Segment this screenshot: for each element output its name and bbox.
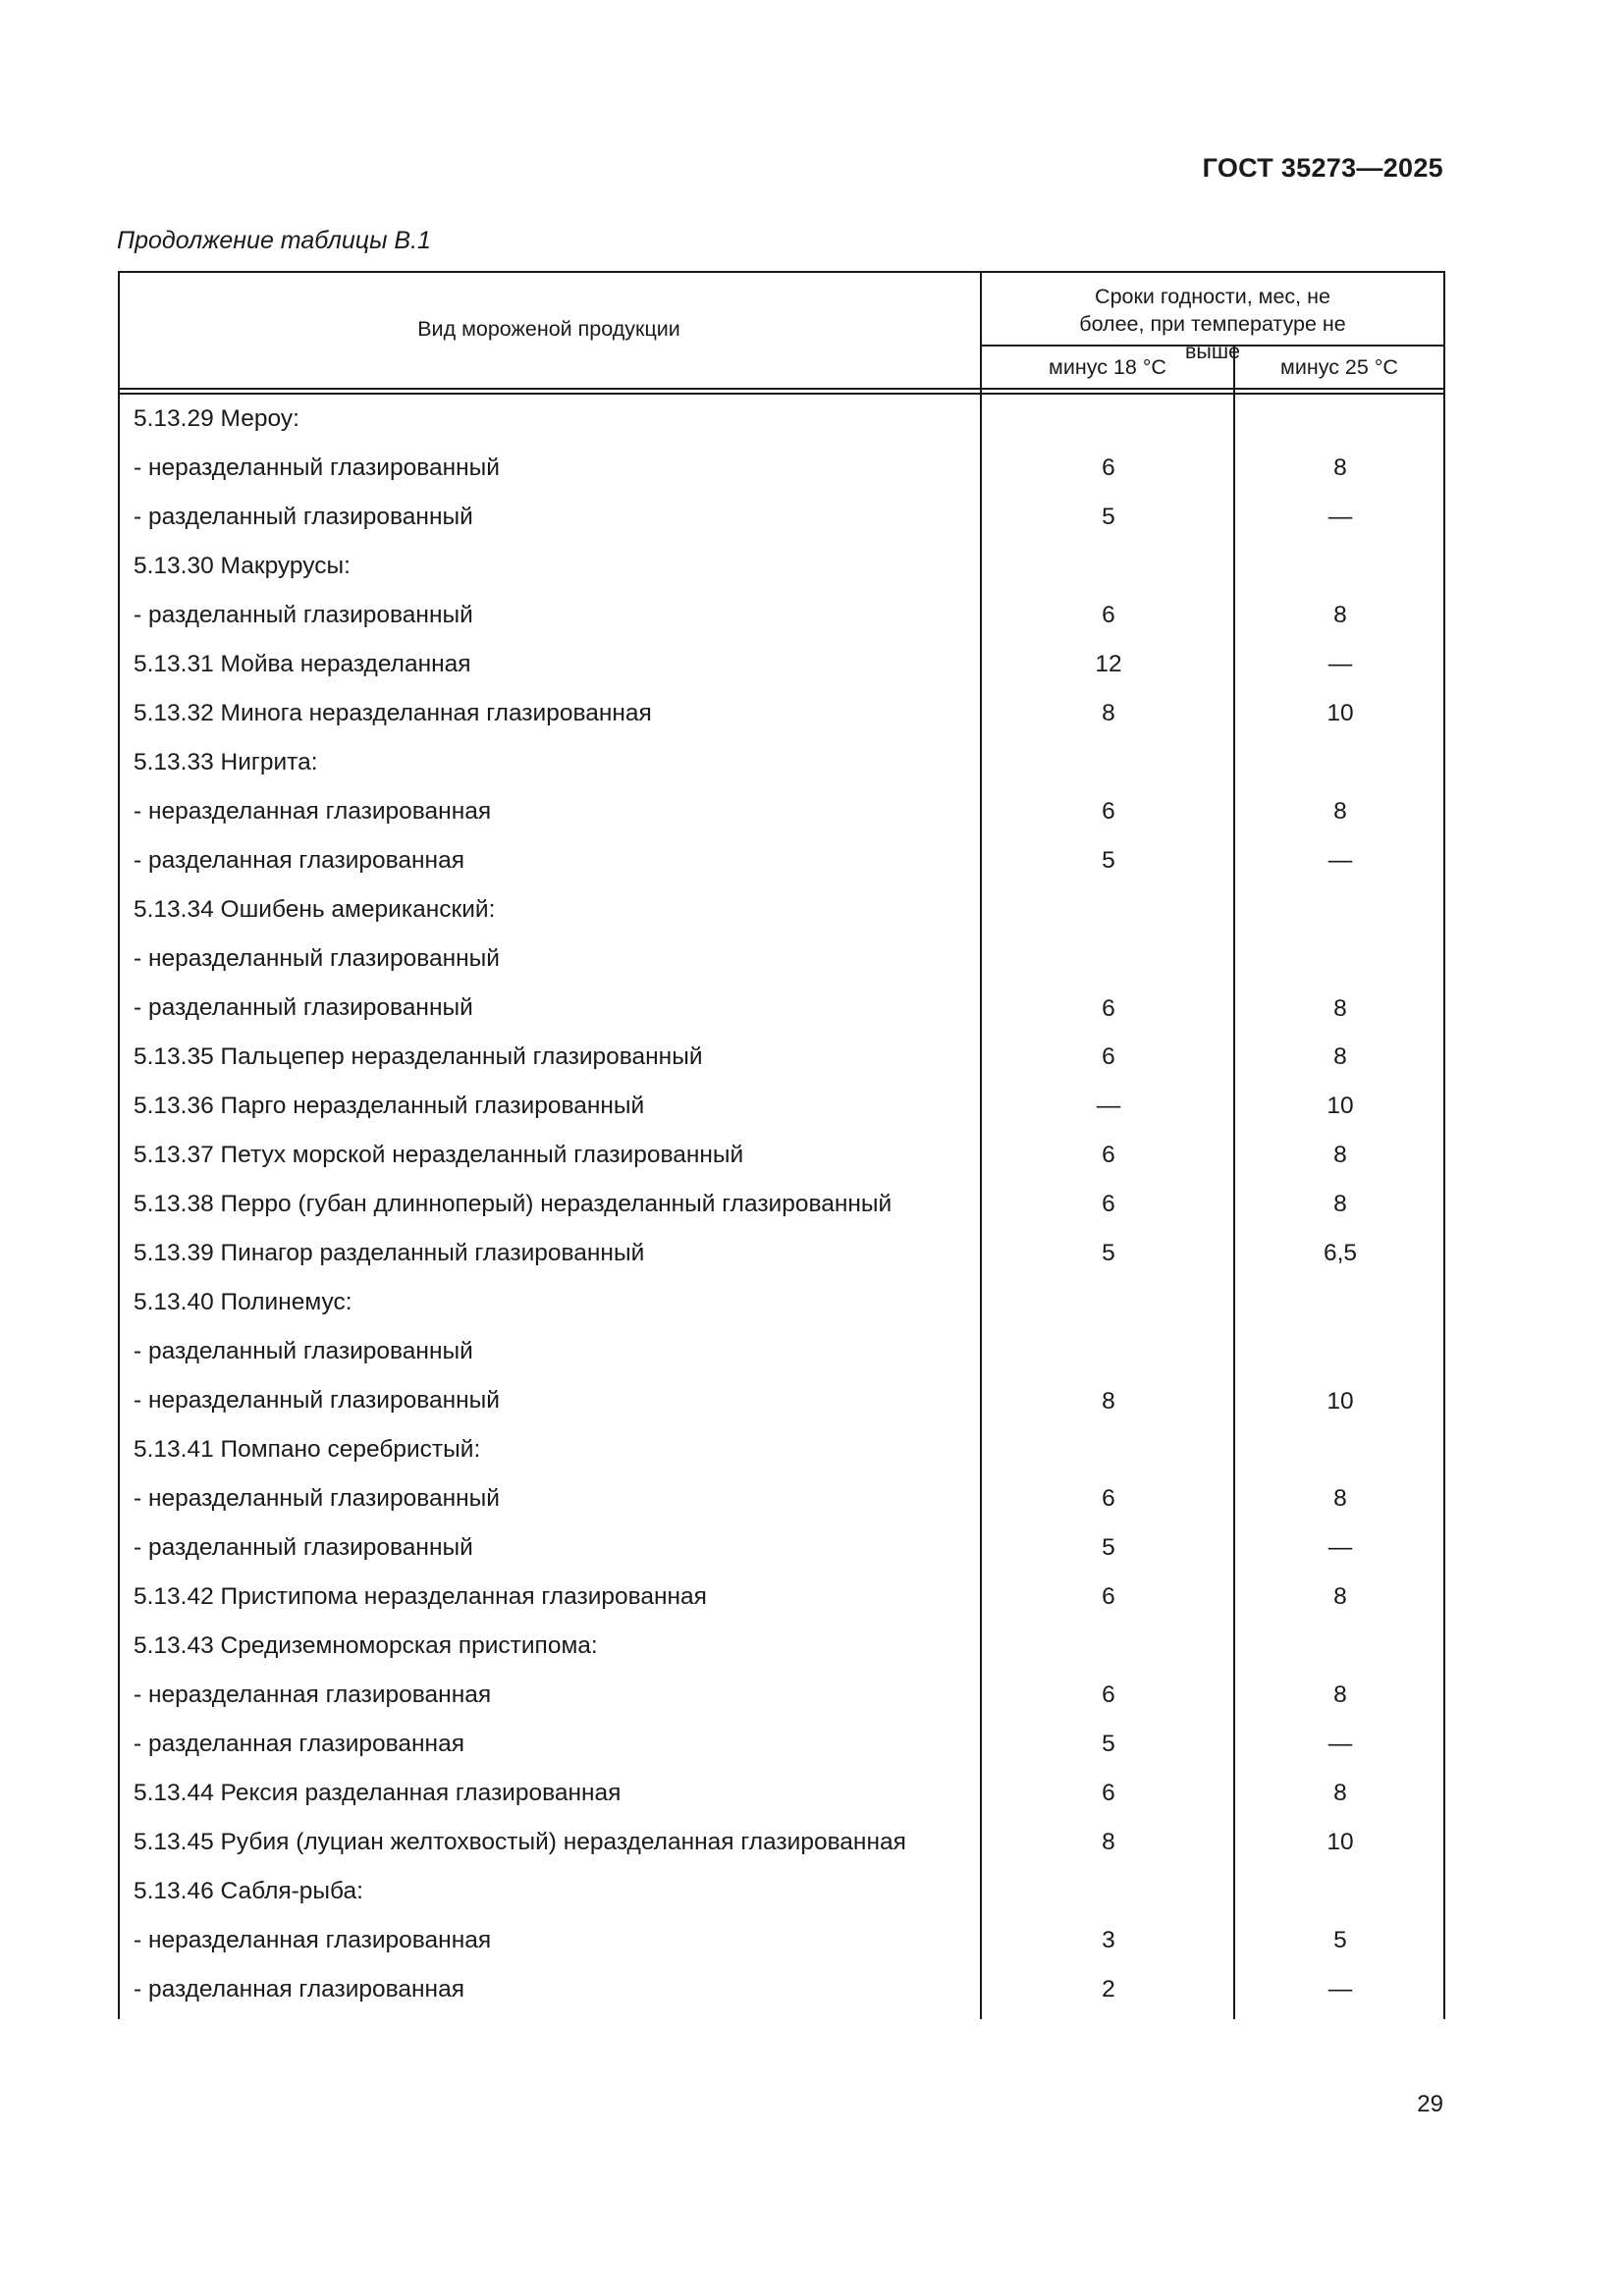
minus18-cell: 5: [1102, 1731, 1115, 1757]
minus25-cell: —: [1327, 1976, 1353, 2002]
table-row: [118, 1573, 1443, 1622]
table-row: [118, 934, 1443, 984]
table-row: [118, 1720, 1443, 1769]
minus18-cell: 5: [1102, 847, 1115, 874]
product-name-cell: 5.13.42 Пристипома неразделанная глазированная: [134, 1583, 707, 1610]
table-row: [118, 1278, 1443, 1327]
table-row: [118, 1523, 1443, 1573]
minus25-cell: 6,5: [1323, 1240, 1358, 1266]
merged-value-m18: 8: [1102, 1388, 1115, 1415]
merged-value-m25: 8: [1333, 995, 1347, 1022]
product-name-cell: - неразделанный глазированный: [134, 945, 500, 972]
minus18-cell: 6: [1102, 1485, 1115, 1512]
minus18-cell: 6: [1102, 1682, 1115, 1708]
header-minus25: минус 25 °С: [1280, 355, 1398, 379]
minus18-cell: —: [1096, 1093, 1121, 1119]
product-name-cell: 5.13.31 Мойва неразделанная: [134, 651, 471, 677]
table-row: [118, 1033, 1443, 1082]
minus25-cell: 10: [1326, 700, 1354, 726]
minus18-cell: [982, 542, 1235, 591]
minus25-cell: —: [1327, 651, 1353, 677]
header-product-type: Вид мороженой продукции: [417, 317, 680, 341]
product-name-cell: - разделанная глазированная: [134, 1976, 464, 2002]
product-name-cell: 5.13.34 Ошибень американский:: [134, 896, 496, 923]
minus18-cell: [982, 395, 1235, 444]
table-row: [118, 640, 1443, 689]
minus25-cell: [1235, 395, 1445, 444]
table-row: [118, 1622, 1443, 1671]
minus25-cell: [1235, 738, 1445, 787]
table-row: [118, 1867, 1443, 1916]
table-row: [118, 689, 1443, 738]
table-row: [118, 1818, 1443, 1867]
header-bottom-line-1: [118, 388, 1445, 390]
minus25-cell: 8: [1333, 1682, 1347, 1708]
table-row: [118, 1327, 1443, 1376]
merged-value-m18: 6: [1102, 995, 1115, 1022]
minus25-cell: [1235, 1425, 1445, 1474]
minus25-cell: 10: [1326, 1093, 1354, 1119]
minus18-cell: 6: [1102, 454, 1115, 481]
product-name-cell: - разделанная глазированная: [134, 847, 464, 874]
minus18-cell: 3: [1102, 1927, 1115, 1953]
product-name-cell: - неразделанная глазированная: [134, 798, 492, 825]
table-row: [118, 591, 1443, 640]
minus18-cell: 5: [1102, 1240, 1115, 1266]
product-name-cell: 5.13.39 Пинагор разделанный глазированный: [134, 1240, 645, 1266]
minus25-cell: —: [1327, 504, 1353, 530]
minus18-cell: 6: [1102, 1142, 1115, 1168]
product-name-cell: 5.13.33 Нигрита:: [134, 749, 318, 775]
table-row: [118, 444, 1443, 493]
product-name-cell: 5.13.43 Средиземноморская пристипома:: [134, 1632, 598, 1659]
minus18-cell: 5: [1102, 504, 1115, 530]
product-name-cell: 5.13.30 Макрурусы:: [134, 553, 351, 579]
table-row: [118, 1229, 1443, 1278]
product-name-cell: 5.13.44 Рексия разделанная глазированная: [134, 1780, 622, 1806]
minus25-cell: 8: [1333, 454, 1347, 481]
table-row: [118, 836, 1443, 885]
minus18-cell: 6: [1102, 1043, 1115, 1070]
minus25-cell: 8: [1333, 602, 1347, 628]
document-code: ГОСТ 35273—2025: [1202, 153, 1443, 183]
minus25-cell: 8: [1333, 1780, 1347, 1806]
table-row: [118, 738, 1443, 787]
minus25-cell: —: [1327, 847, 1353, 874]
minus18-cell: [982, 934, 1235, 984]
product-name-cell: - неразделанная глазированная: [134, 1927, 492, 1953]
minus25-cell: [1235, 1327, 1445, 1376]
minus25-cell: 8: [1333, 1485, 1347, 1512]
minus18-cell: 5: [1102, 1534, 1115, 1561]
minus18-cell: [982, 1622, 1235, 1671]
product-name-cell: - неразделанный глазированный: [134, 454, 500, 481]
minus18-cell: [982, 1867, 1235, 1916]
product-name-cell: - разделанный глазированный: [134, 602, 473, 628]
product-name-cell: - разделанный глазированный: [134, 994, 473, 1021]
table-row: [118, 1965, 1443, 2014]
product-name-cell: 5.13.40 Полинемус:: [134, 1289, 352, 1315]
table-row: [118, 493, 1443, 542]
table-row: [118, 1131, 1443, 1180]
minus25-cell: [1235, 1867, 1445, 1916]
minus25-cell: [1235, 885, 1445, 934]
product-name-cell: 5.13.32 Минога неразделанная глазированная: [134, 700, 652, 726]
minus25-cell: [1235, 1278, 1445, 1327]
minus18-cell: 2: [1102, 1976, 1115, 2002]
table-row: [118, 1425, 1443, 1474]
minus18-cell: 12: [1095, 651, 1122, 677]
product-name-cell: 5.13.29 Мероу:: [134, 405, 299, 432]
merged-value-m25: 10: [1326, 1388, 1354, 1415]
table-row: [118, 1916, 1443, 1965]
product-name-cell: 5.13.38 Перро (губан длинноперый) неразделанный глазированный: [134, 1191, 893, 1217]
table-row: [118, 885, 1443, 934]
minus18-cell: 8: [1102, 1829, 1115, 1855]
product-name-cell: 5.13.45 Рубия (луциан желтохвостый) неразделанная глазированная: [134, 1829, 906, 1855]
product-name-cell: 5.13.37 Петух морской неразделанный глазированный: [134, 1142, 744, 1168]
minus18-cell: 6: [1102, 602, 1115, 628]
minus25-cell: 5: [1333, 1927, 1347, 1953]
page-number: 29: [1417, 2091, 1443, 2117]
minus18-cell: 6: [1102, 1583, 1115, 1610]
product-name-cell: - неразделанный глазированный: [134, 1485, 500, 1512]
product-name-cell: - неразделанная глазированная: [134, 1682, 492, 1708]
minus18-cell: 6: [1102, 798, 1115, 825]
product-name-cell: 5.13.35 Пальцепер неразделанный глазированный: [134, 1043, 703, 1070]
product-name-cell: - разделанный глазированный: [134, 1338, 473, 1364]
table-top-border: [118, 271, 1445, 273]
minus25-cell: [1235, 542, 1445, 591]
minus25-cell: —: [1327, 1731, 1353, 1757]
product-name-cell: 5.13.41 Помпано серебристый:: [134, 1436, 481, 1463]
minus18-cell: 8: [1102, 700, 1115, 726]
minus25-cell: 8: [1333, 798, 1347, 825]
shelf-life-table: [118, 271, 1443, 2019]
product-name-cell: - разделанный глазированный: [134, 1534, 473, 1561]
minus18-cell: [982, 1278, 1235, 1327]
minus25-cell: 8: [1333, 1583, 1347, 1610]
product-name-cell: - разделанная глазированная: [134, 1731, 464, 1757]
table-row: [118, 1769, 1443, 1818]
table-row: [118, 542, 1443, 591]
product-name-cell: 5.13.36 Парго неразделанный глазированный: [134, 1093, 645, 1119]
product-name-cell: - разделанный глазированный: [134, 504, 473, 530]
minus25-cell: 8: [1333, 1191, 1347, 1217]
table-row: [118, 787, 1443, 836]
minus18-cell: 6: [1102, 1780, 1115, 1806]
table-caption: Продолжение таблицы В.1: [117, 227, 431, 254]
product-name-cell: 5.13.46 Сабля-рыба:: [134, 1878, 363, 1904]
minus25-cell: [1235, 1622, 1445, 1671]
minus25-cell: 8: [1333, 1142, 1347, 1168]
table-row: [118, 1180, 1443, 1229]
table-row: [118, 1082, 1443, 1131]
minus18-cell: [982, 738, 1235, 787]
table-row: [118, 395, 1443, 444]
minus25-cell: 8: [1333, 1043, 1347, 1070]
minus18-cell: [982, 885, 1235, 934]
minus18-cell: [982, 1425, 1235, 1474]
minus25-cell: —: [1327, 1534, 1353, 1561]
table-row: [118, 1671, 1443, 1720]
product-name-cell: - неразделанный глазированный: [134, 1387, 500, 1414]
minus18-cell: [982, 1327, 1235, 1376]
minus25-cell: [1235, 934, 1445, 984]
minus18-cell: 6: [1102, 1191, 1115, 1217]
minus25-cell: 10: [1326, 1829, 1354, 1855]
header-shelf-life: Сроки годности, мес, не более, при температуре не выше: [1079, 285, 1346, 363]
table-row: [118, 1474, 1443, 1523]
header-minus18: минус 18 °С: [1049, 355, 1166, 379]
